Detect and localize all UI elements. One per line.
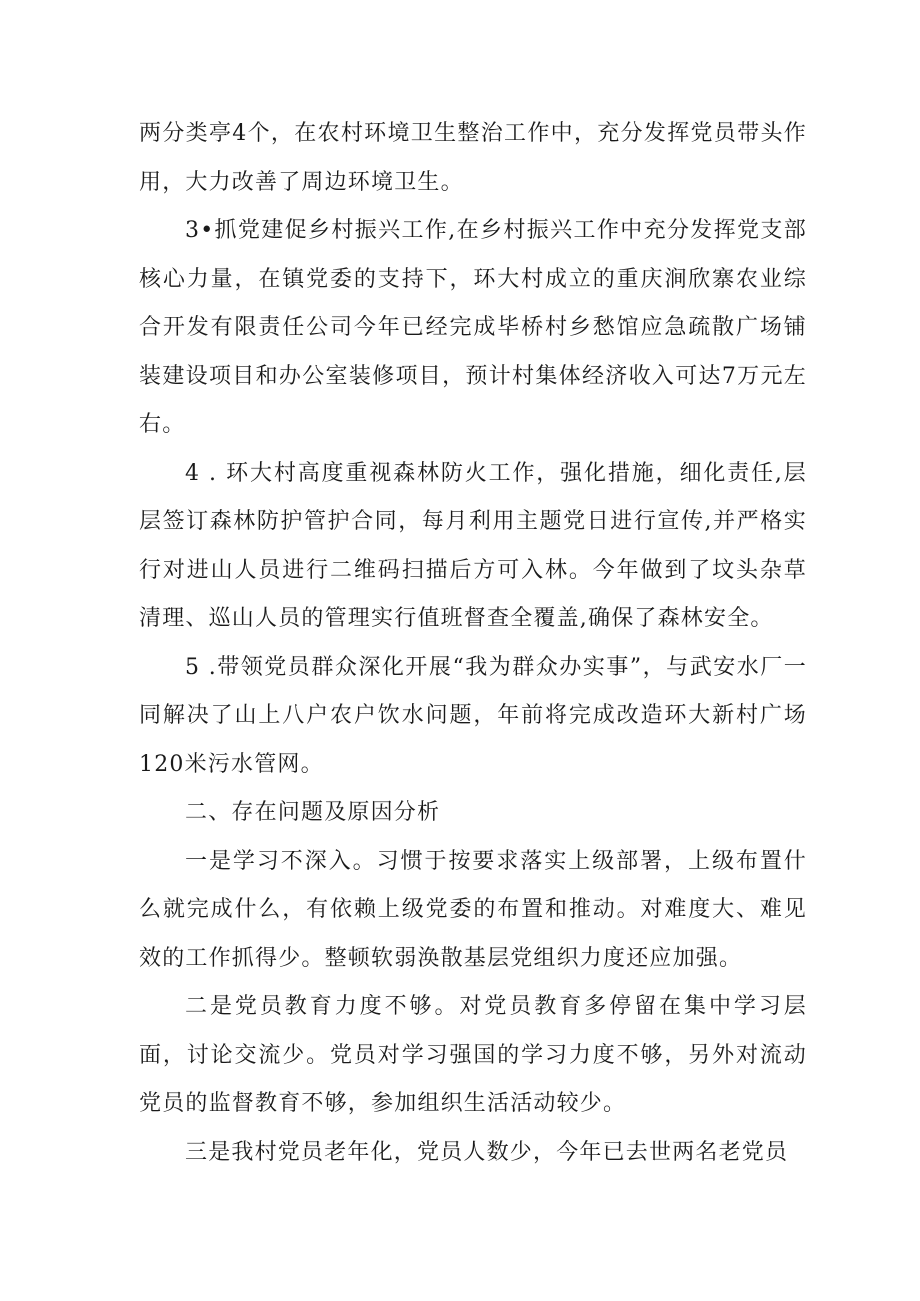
paragraph-continuation: 两分类亭4个，在农村环境卫生整治工作中，充分发挥党员带头作用，大力改善了周边环境卫生。 <box>139 121 807 195</box>
paragraph-item-3: 3•抓党建促乡村振兴工作,在乡村振兴工作中充分发挥党支部核心力量，在镇党委的支持下，环大村成立的重庆涧欣寨农业综合开发有限责任公司今年已经完成毕桥村乡愁馆应急疏散广场铺装建设项目和办公室装修项目，预计村集体经济收入可达7万元左右。 <box>139 218 807 437</box>
section-heading-problems: 二、存在问题及原因分析 <box>185 800 441 825</box>
paragraph-issue-1: 一是学习不深入。习惯于按要求落实上级部署，上级布置什么就完成什么，有依赖上级党委的布置和推动。对难度大、难见效的工作抓得少。整顿软弱涣散基层党组织力度还应加强。 <box>139 848 807 971</box>
document-body <box>139 110 807 1177</box>
paragraph-item-4: 4 . 环大村高度重视森林防火工作，强化措施，细化责任,层层签订森林防护管护合同，每月利用主题党日进行宣传,并严格实行对进山人员进行二维码扫描后方可入林。今年做到了坟头杂草清理、巡山人员的管理实行值班督查全覆盖,确保了森林安全。 <box>139 460 807 631</box>
paragraph-issue-3: 三是我村党员老年化，党员人数少，今年已去世两名老党员 <box>185 1139 789 1165</box>
paragraph-issue-2: 二是党员教育力度不够。对党员教育多停留在集中学习层面，讨论交流少。党员对学习强国的学习力度不够，另外对流动党员的监督教育不够，参加组织生活活动较少。 <box>139 994 807 1116</box>
paragraph-item-5: 5 .带领党员群众深化开展“我为群众办实事”，与武安水厂一同解决了山上八户农户饮水问题，年前将完成改造环大新村广场120米污水管网。 <box>139 654 807 777</box>
